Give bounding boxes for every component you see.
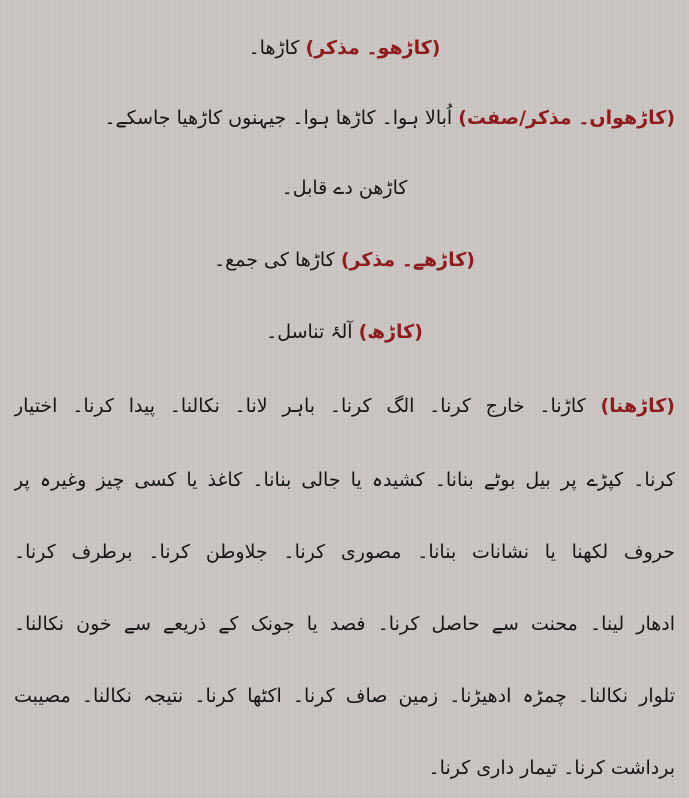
entry-kaarhna-line-3 xyxy=(14,535,675,569)
entry-kaarhna-line-1 xyxy=(14,389,675,423)
entry-kaarhu xyxy=(14,31,675,65)
entry-definition-continued: کاڑھن دے قابل۔ xyxy=(281,177,408,199)
entry-headword: (کاڑھو۔ مذکر) xyxy=(305,37,441,59)
entry-headword: (کاڑھ) xyxy=(358,321,423,343)
entry-kaarhuwan xyxy=(14,101,675,135)
entry-headword: (کاڑھواں۔ مذکر/صفت) xyxy=(458,107,675,129)
entry-definition: آلۂ تناسل۔ xyxy=(266,321,353,343)
entry-kaarhe xyxy=(14,243,675,277)
entry-kaarhna-line-4 xyxy=(14,607,675,641)
entry-kaarhna-line-2 xyxy=(14,463,675,497)
entry-definition: کاڑھا کی جمع۔ xyxy=(214,249,335,271)
entry-kaarh xyxy=(14,315,675,349)
entry-definition: کاڑھا۔ xyxy=(248,37,300,59)
entry-definition: برداشت کرنا۔ تیمار داری کرنا۔ xyxy=(428,757,675,779)
entry-kaarhna-line-6 xyxy=(14,751,675,785)
entry-kaarhna-line-5 xyxy=(14,679,675,713)
entry-headword: (کاڑھنا) xyxy=(600,395,675,417)
entry-definition: تلوار نکالنا۔ چمڑہ ادھیڑنا۔ زمین صاف کرنا۔ اکٹھا کرنا۔ نتیجہ نکالنا۔ مصیبت xyxy=(14,685,675,707)
entry-kaarhuwan-continued xyxy=(14,171,675,205)
entry-definition: کرنا۔ کپڑے پر بیل بوٹے بنانا۔ کشیدہ یا جالی بنانا۔ کاغذ یا کسی چیز وغیرہ پر xyxy=(14,469,675,491)
entry-definition: کاڑنا۔ خارج کرنا۔ الگ کرنا۔ باہر لانا۔ نکالنا۔ پیدا کرنا۔ اختیار xyxy=(14,395,586,417)
entry-headword: (کاڑھے۔ مذکر) xyxy=(340,249,475,271)
entry-definition: حروف لکھنا یا نشانات بنانا۔ مصوری کرنا۔ جلاوطن کرنا۔ برطرف کرنا۔ xyxy=(14,541,675,563)
entry-definition: اُبالا ہوا۔ کاڑھا ہوا۔ جیہنوں کاڑھیا جاسکے۔ xyxy=(104,107,453,129)
entry-definition: ادھار لینا۔ محنت سے حاصل کرنا۔ فصد یا جونک کے ذریعے سے خون نکالنا۔ xyxy=(14,613,675,635)
